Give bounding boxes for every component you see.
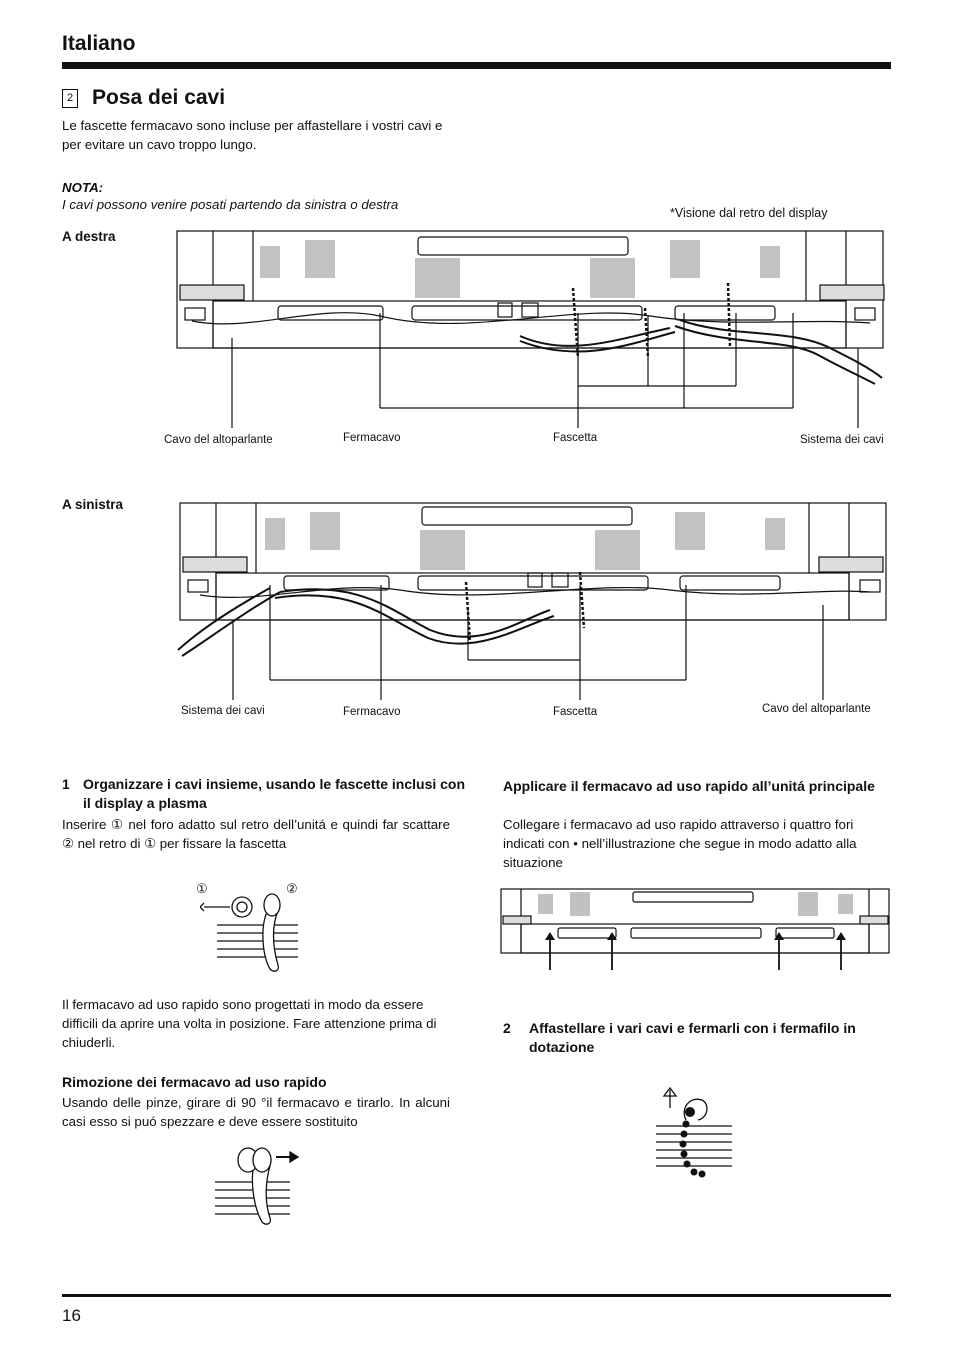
page-number: 16 <box>62 1306 81 1325</box>
left-label-speaker-cable: Cavo del altoparlante <box>762 703 871 715</box>
note-label: NOTA: <box>62 180 104 195</box>
right-label-speaker-cable: Cavo del altoparlante <box>164 434 273 446</box>
step1-text: Inserire ① nel foro adatto sul retro dell’unitá e quindi far scattare ② nel retro di ① per fissare la fascetta <box>62 817 450 851</box>
step1-number: 1 <box>62 776 70 792</box>
mounting-holes-diagram <box>498 886 893 971</box>
section-number-box: 2 <box>62 89 78 108</box>
display-rear-left-diagram <box>170 500 892 700</box>
view-note: *Visione dal retro del display <box>670 206 828 220</box>
bottom-rule <box>62 1294 891 1297</box>
right-label-cable-system: Sistema dei cavi <box>800 434 884 446</box>
step2-number: 2 <box>503 1020 511 1036</box>
left-label-tie: Fascetta <box>553 706 598 718</box>
figure-right-heading: A destra <box>62 229 116 244</box>
bundle-cables-illustration <box>650 1078 740 1183</box>
apply-text: Collegare i fermacavo ad uso rapido attraverso i quattro fori indicati con • nell’illustrazione che segue in modo adatto alla situazione <box>503 817 857 870</box>
cable-tie-removal-illustration <box>210 1142 310 1227</box>
section-title-text: Posa dei cavi <box>92 86 226 109</box>
top-rule <box>62 62 891 69</box>
marker-1: ① <box>196 881 208 896</box>
note-text: I cavi possono venire posati partendo da sinistra o destra <box>62 197 399 212</box>
apply-title: Applicare il fermacavo ad uso rapido all’unitá principale <box>503 778 875 794</box>
left-label-cable-system: Sistema dei cavi <box>181 705 265 717</box>
removal-text: Usando delle pinze, girare di 90 °il fermacavo e tirarlo. In alcuni casi esso si puó spezzare e deve essere sostituito <box>62 1095 450 1129</box>
step1-warning: Il fermacavo ad uso rapido sono progettati in modo da essere difficili da aprire una volta in posizione. Fare attenzione prima di chiuderli. <box>62 997 437 1050</box>
marker-2: ② <box>286 881 298 896</box>
step1-title: Organizzare i cavi insieme, usando le fascette inclusi con il display a plasma <box>83 776 466 811</box>
right-label-tie: Fascetta <box>553 432 598 444</box>
figure-left-heading: A sinistra <box>62 497 124 512</box>
removal-title: Rimozione dei fermacavo ad uso rapido <box>62 1074 327 1090</box>
language-heading: Italiano <box>62 32 136 55</box>
section-title <box>62 86 225 110</box>
left-label-clamp: Fermacavo <box>343 706 401 718</box>
right-label-clamp: Fermacavo <box>343 432 401 444</box>
step2-title: Affastellare i vari cavi e fermarli con i fermafilo in dotazione <box>529 1020 856 1055</box>
intro-text: Le fascette fermacavo sono incluse per affastellare i vostri cavi e per evitare un cavo troppo lungo. <box>62 118 443 152</box>
cable-tie-insert-illustration <box>200 885 310 975</box>
display-rear-right-diagram <box>170 228 892 428</box>
